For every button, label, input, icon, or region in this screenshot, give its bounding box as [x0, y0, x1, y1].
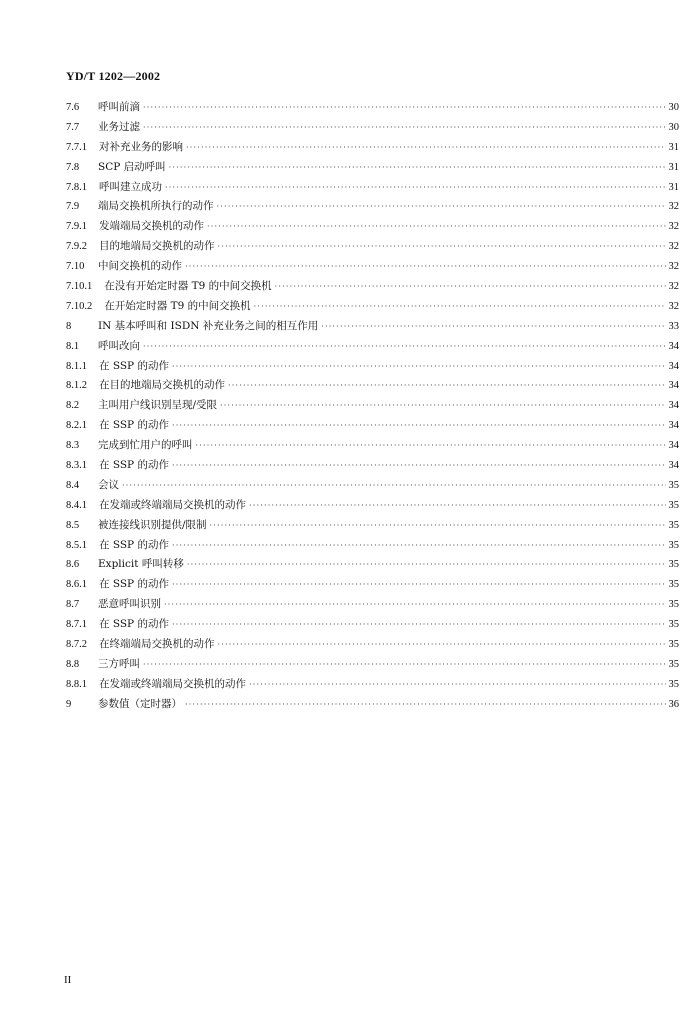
toc-section-title: 业务过滤 — [98, 120, 140, 133]
toc-entry — [66, 178, 679, 198]
toc-section-title: 在 SSP 的动作 — [99, 359, 169, 372]
toc-section-number: 8.5 — [66, 519, 80, 531]
toc-section-number: 8.1 — [66, 340, 80, 352]
toc-entry — [66, 158, 679, 178]
page-number-footer: II — [64, 974, 72, 986]
toc-entry — [66, 555, 679, 575]
toc-section-number: 7.9 — [66, 201, 80, 213]
toc-page-number: 32 — [668, 241, 679, 253]
toc-entry — [66, 98, 679, 118]
toc-leader-dots — [143, 655, 666, 675]
toc-section-title: 被连接线识别提供/限制 — [98, 518, 207, 531]
toc-section-number: 8.3.1 — [66, 460, 87, 472]
toc-section-number: 7.6 — [66, 102, 80, 113]
toc-leader-dots — [169, 158, 666, 178]
table-of-contents — [66, 98, 679, 715]
toc-entry — [66, 118, 679, 138]
toc-section-number: 7.8 — [66, 161, 80, 173]
toc-section-title: 在 SSP 的动作 — [99, 618, 169, 631]
toc-leader-dots — [185, 695, 666, 715]
toc-section-title: 恶意呼叫识别 — [98, 598, 161, 611]
toc-entry — [66, 197, 679, 217]
toc-page-number: 32 — [668, 281, 679, 293]
toc-page-number: 35 — [668, 619, 679, 631]
toc-section-number: 7.7.1 — [66, 141, 87, 153]
toc-section-number: 7.8.1 — [66, 181, 87, 193]
toc-section-title: IN 基本呼叫和 ISDN 补充业务之间的相互作用 — [98, 319, 319, 332]
toc-leader-dots — [172, 575, 666, 595]
toc-page-number: 34 — [668, 380, 679, 392]
toc-page-number: 32 — [668, 201, 679, 213]
toc-page-number: 30 — [668, 102, 679, 113]
document-id-header: YD/T 1202—2002 — [66, 69, 161, 83]
toc-page-number: 36 — [668, 698, 679, 710]
toc-entry — [66, 217, 679, 237]
toc-section-title: 目的地端局交换机的动作 — [99, 240, 215, 253]
toc-leader-dots — [220, 396, 665, 416]
toc-leader-dots — [164, 595, 666, 615]
toc-entry — [66, 317, 679, 337]
toc-entry — [66, 237, 679, 257]
toc-section-number: 8.3 — [66, 440, 80, 452]
toc-entry — [66, 655, 679, 675]
toc-section-title: 完成到忙用户的呼叫 — [98, 439, 193, 452]
toc-page-number: 34 — [668, 400, 679, 412]
toc-section-number: 7.9.1 — [66, 221, 87, 233]
toc-page-number: 35 — [668, 678, 679, 690]
toc-section-number: 7.10 — [66, 261, 85, 273]
toc-section-title: 呼叫前滴 — [98, 101, 140, 113]
toc-entry — [66, 138, 679, 158]
toc-entry — [66, 695, 679, 715]
toc-entry — [66, 396, 679, 416]
toc-leader-dots — [254, 297, 666, 317]
toc-page-number: 35 — [668, 639, 679, 651]
toc-section-title: Explicit 呼叫转移 — [98, 558, 184, 571]
toc-section-title: 会议 — [98, 478, 119, 491]
toc-page-number: 35 — [668, 658, 679, 670]
toc-entry — [66, 357, 679, 377]
toc-section-number: 8.6.1 — [66, 579, 87, 591]
toc-page-number: 35 — [668, 539, 679, 551]
toc-section-number: 8.6 — [66, 559, 80, 571]
toc-leader-dots — [143, 98, 666, 118]
toc-section-title: 对补充业务的影响 — [99, 140, 183, 153]
toc-leader-dots — [207, 217, 666, 237]
toc-page-number: 34 — [668, 420, 679, 432]
toc-entry — [66, 496, 679, 516]
toc-page-number: 35 — [668, 599, 679, 611]
toc-section-number: 7.10.2 — [66, 300, 93, 312]
toc-section-number: 8 — [66, 320, 72, 332]
toc-leader-dots — [172, 536, 666, 556]
toc-page-number: 30 — [668, 121, 679, 133]
toc-section-number: 8.4.1 — [66, 499, 87, 511]
toc-entry — [66, 575, 679, 595]
toc-page-number: 35 — [668, 499, 679, 511]
toc-section-title: 在 SSP 的动作 — [99, 538, 169, 551]
toc-entry — [66, 476, 679, 496]
toc-leader-dots — [218, 237, 666, 257]
toc-page-number: 33 — [668, 320, 679, 332]
toc-leader-dots — [249, 496, 666, 516]
toc-leader-dots — [172, 357, 666, 377]
toc-entry — [66, 536, 679, 556]
toc-section-title: 呼叫改向 — [98, 339, 140, 352]
toc-leader-dots — [218, 635, 666, 655]
toc-section-title: 三方呼叫 — [98, 657, 140, 670]
toc-leader-dots — [321, 317, 665, 337]
toc-leader-dots — [210, 516, 666, 536]
toc-page-number: 34 — [668, 360, 679, 372]
toc-leader-dots — [172, 416, 666, 436]
toc-leader-dots — [196, 436, 666, 456]
toc-section-number: 8.4 — [66, 479, 80, 491]
toc-section-number: 7.9.2 — [66, 241, 87, 253]
toc-entry — [66, 456, 679, 476]
toc-page-number: 32 — [668, 261, 679, 273]
toc-section-number: 9 — [66, 698, 72, 710]
toc-page-number: 35 — [668, 479, 679, 491]
toc-entry — [66, 436, 679, 456]
toc-entry — [66, 257, 679, 277]
toc-page-number: 31 — [668, 141, 679, 153]
toc-page-number: 32 — [668, 300, 679, 312]
toc-entry — [66, 277, 679, 297]
toc-entry — [66, 416, 679, 436]
toc-section-title: 呼叫建立成功 — [99, 180, 162, 193]
toc-section-number: 8.1.2 — [66, 380, 87, 392]
toc-entry — [66, 675, 679, 695]
toc-section-number: 8.1.1 — [66, 360, 87, 372]
toc-page-number: 35 — [668, 559, 679, 571]
toc-section-title: 参数值（定时器） — [98, 697, 182, 710]
toc-leader-dots — [143, 118, 666, 138]
toc-leader-dots — [228, 376, 666, 396]
toc-section-title: 在没有开始定时器 T9 的中间交换机 — [104, 280, 272, 293]
toc-entry — [66, 635, 679, 655]
toc-page-number: 35 — [668, 519, 679, 531]
toc-page-number: 35 — [668, 579, 679, 591]
toc-section-number: 8.7.2 — [66, 639, 87, 651]
toc-leader-dots — [186, 138, 666, 158]
toc-section-number: 8.7 — [66, 599, 80, 611]
toc-entry — [66, 595, 679, 615]
toc-section-number: 8.8.1 — [66, 678, 87, 690]
toc-leader-dots — [187, 555, 666, 575]
toc-section-number: 8.7.1 — [66, 619, 87, 631]
toc-section-title: 在终端端局交换机的动作 — [99, 638, 215, 651]
toc-section-title: 端局交换机所执行的动作 — [98, 200, 214, 213]
toc-section-number: 8.2 — [66, 400, 80, 412]
toc-section-title: 在发端或终端端局交换机的动作 — [99, 677, 246, 690]
toc-page-number: 31 — [668, 161, 679, 173]
toc-leader-dots — [172, 615, 666, 635]
toc-leader-dots — [172, 456, 666, 476]
toc-entry — [66, 337, 679, 357]
toc-entry — [66, 297, 679, 317]
toc-section-number: 8.8 — [66, 658, 80, 670]
toc-section-number: 7.10.1 — [66, 281, 93, 293]
toc-leader-dots — [143, 337, 666, 357]
toc-section-title: 中间交换机的动作 — [98, 260, 182, 273]
toc-section-title: 发端端局交换机的动作 — [99, 220, 204, 233]
toc-section-number: 8.5.1 — [66, 539, 87, 551]
toc-section-title: 在开始定时器 T9 的中间交换机 — [104, 299, 251, 312]
toc-section-title: SCP 启动呼叫 — [98, 160, 166, 173]
toc-leader-dots — [249, 675, 666, 695]
toc-leader-dots — [185, 257, 666, 277]
toc-section-title: 主叫用户线识别呈现/受限 — [98, 399, 218, 412]
toc-page-number: 34 — [668, 340, 679, 352]
toc-section-title: 在 SSP 的动作 — [99, 419, 169, 432]
toc-leader-dots — [165, 178, 666, 198]
toc-section-number: 7.7 — [66, 121, 80, 133]
toc-entry — [66, 376, 679, 396]
toc-page-number: 34 — [668, 460, 679, 472]
toc-entry — [66, 516, 679, 536]
toc-leader-dots — [275, 277, 666, 297]
toc-leader-dots — [217, 197, 666, 217]
toc-page-number: 32 — [668, 221, 679, 233]
toc-section-title: 在 SSP 的动作 — [99, 578, 169, 591]
toc-section-number: 8.2.1 — [66, 420, 87, 432]
toc-section-title: 在目的地端局交换机的动作 — [99, 379, 225, 392]
toc-section-title: 在 SSP 的动作 — [99, 459, 169, 472]
toc-leader-dots — [122, 476, 666, 496]
toc-section-title: 在发端或终端端局交换机的动作 — [99, 498, 246, 511]
toc-page-number: 31 — [668, 181, 679, 193]
toc-page-number: 34 — [668, 440, 679, 452]
toc-entry — [66, 615, 679, 635]
